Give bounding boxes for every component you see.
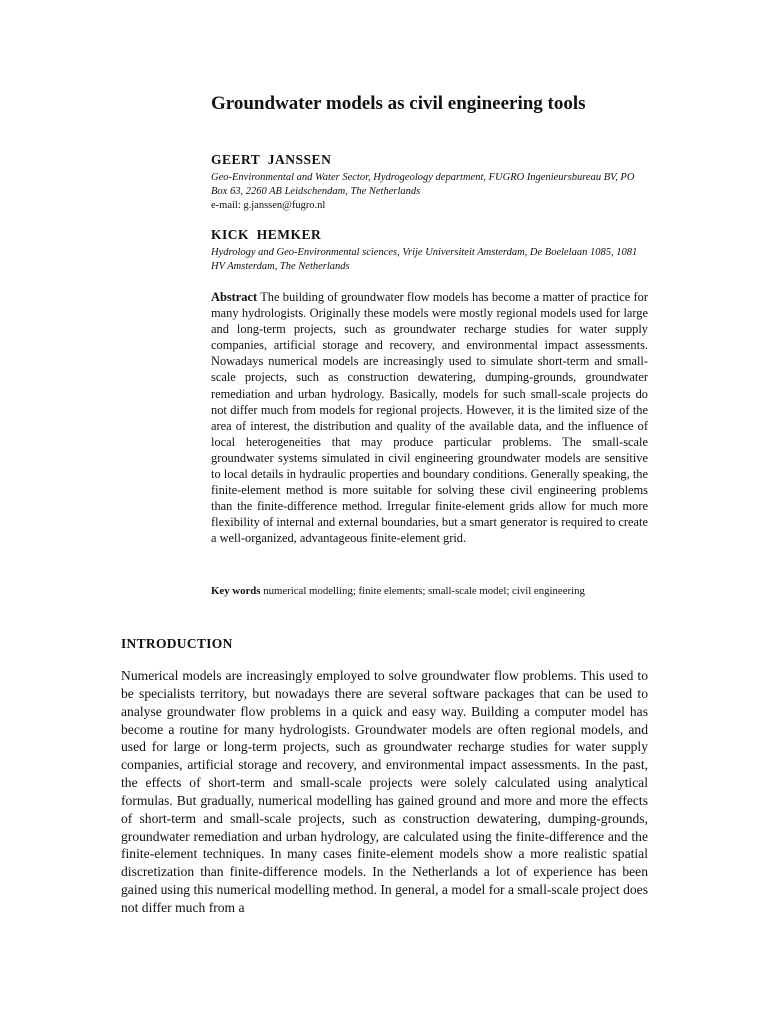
abstract-label: Abstract — [211, 290, 258, 304]
author-name: KICK HEMKER — [211, 227, 322, 242]
section-heading-introduction: INTRODUCTION — [121, 636, 233, 651]
introduction-paragraph: Numerical models are increasingly employed to solve groundwater flow problems. This used to be specialists territory, but nowadays there are several software packages that can be used to analyse groundwater flow problems in a quick and easy way. Building a computer model has become a routine for many hydrologists. Groundwater models are often regional models, and used for large or long-term projects, such as groundwater recharge studies for water supply companies, artificial storage and recovery, and environmental impact assessments. In the past, the effects of short-term and small-scale projects were solely calculated using analytical formulas. But gradually, numerical modelling has gained ground and more and more the effects of short-term and small-scale projects, such as construction dewatering, dumping-grounds, groundwater remediation and urban hydrology, are calculated using the finite-difference and the finite-element techniques. In many cases finite-element models show a more realistic spatial discretization than finite-difference models. In the Netherlands a lot of experience has been gained using this numerical modelling method. In general, a model for a small-scale project does not differ much from a — [121, 668, 648, 915]
author-affiliation: Hydrology and Geo-Environmental sciences, Vrije Universiteit Amsterdam, De Boelelaan 1085, 1081 HV Amsterdam, The Netherlands — [211, 247, 638, 272]
abstract — [211, 289, 648, 547]
author-affiliation: Geo-Environmental and Water Sector, Hydrogeology department, FUGRO Ingenieursbureau BV, PO Box 63, 2260 AB Leidschendam, The Netherlands — [211, 172, 635, 197]
keywords-text: numerical modelling; finite elements; small-scale model; civil engineering — [263, 585, 585, 597]
author-block-hemker — [211, 226, 651, 274]
author-email: e-mail: g.janssen@fugro.nl — [211, 200, 326, 211]
keywords-label: Key words — [211, 585, 261, 597]
author-block-janssen — [211, 151, 651, 213]
paper-title: Groundwater models as civil engineering tools — [211, 93, 586, 114]
author-name: GEERT JANSSEN — [211, 152, 332, 167]
keywords — [211, 584, 656, 598]
abstract-text: The building of groundwater flow models has become a matter of practice for many hydrologists. Originally these models were mostly regional models used for large and long-term projects, such as groundwater recharge studies for water supply companies, artificial storage and recovery, and environmental impact assessments. Nowadays numerical models are increasingly used to simulate short-term and small-scale projects, such as construction dewatering, dumping-grounds, groundwater remediation and urban hydrology. Basically, models for such small-scale projects do not differ much from models for regional projects. However, it is the limited size of the area of interest, the distribution and quality of the available data, and the influence of local heterogeneities that may produce particular problems. The small-scale groundwater systems simulated in civil engineering groundwater models are sensitive to local details in hydraulic properties and boundary conditions. Generally speaking, the finite-element method is more suitable for solving these civil engineering problems than the finite-difference method. Irregular finite-element grids allow for much more flexibility of internal and external boundaries, but a smart generator is required to create a well-organized, advantageous finite-element grid. — [211, 290, 648, 546]
